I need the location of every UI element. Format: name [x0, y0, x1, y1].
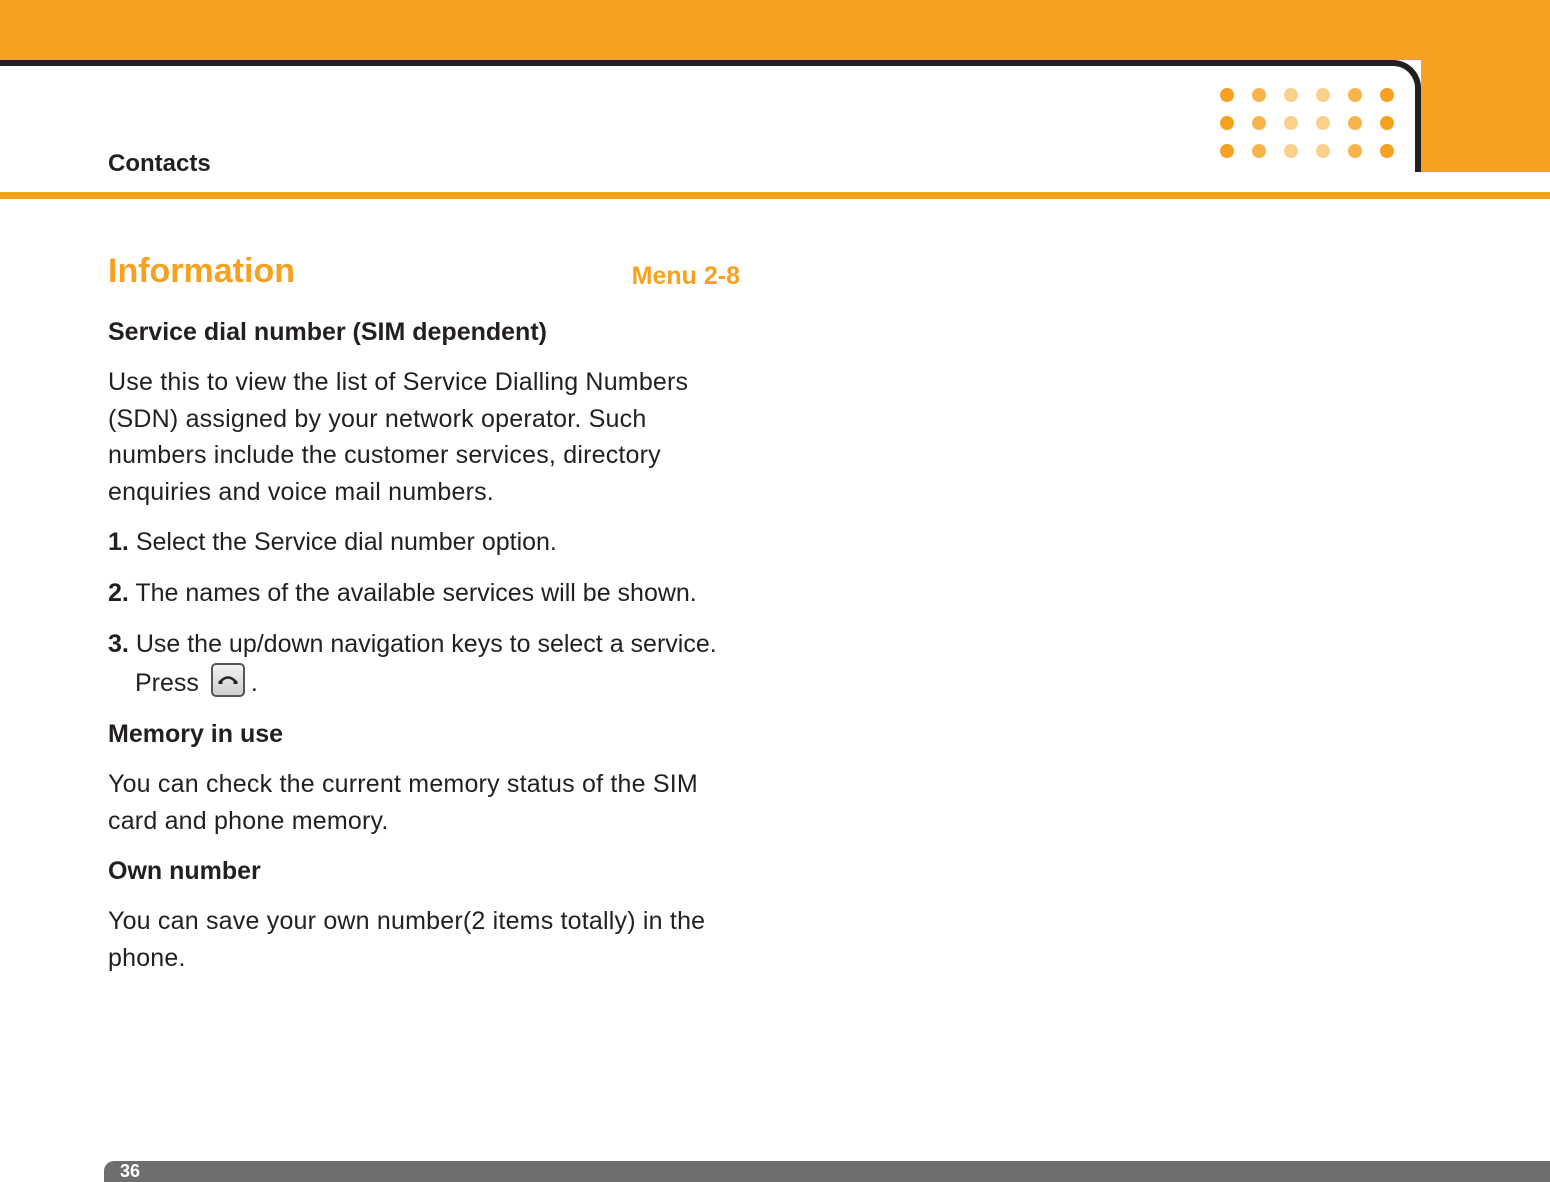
step-number: 1. [108, 528, 129, 556]
decorative-dot [1252, 88, 1266, 102]
menu-reference: Menu 2-8 [631, 262, 740, 290]
decorative-dot-grid [1220, 88, 1395, 158]
step-number: 2. [108, 579, 129, 607]
step-item [108, 626, 748, 702]
own-number-heading: Own number [108, 857, 261, 885]
decorative-dot [1220, 88, 1234, 102]
decorative-dot [1348, 116, 1362, 130]
step-text: Use the up/down navigation keys to select a service. Press [135, 630, 717, 697]
header-top-band [0, 0, 1550, 60]
decorative-dot [1380, 144, 1394, 158]
header-panel [0, 60, 1421, 172]
decorative-dot [1252, 116, 1266, 130]
decorative-dot [1220, 116, 1234, 130]
step-item [108, 524, 748, 561]
footer-bar [104, 1161, 1550, 1182]
step-text: The names of the available services will be shown. [135, 579, 697, 607]
decorative-dot [1316, 116, 1330, 130]
decorative-dot [1380, 88, 1394, 102]
page-number: 36 [120, 1161, 141, 1181]
decorative-dot [1316, 88, 1330, 102]
title-row [108, 252, 748, 300]
memory-heading: Memory in use [108, 720, 284, 748]
decorative-dot [1316, 144, 1330, 158]
step-text: Select the Service dial number option. [135, 528, 557, 556]
step-item [108, 575, 748, 612]
step-number: 3. [108, 630, 129, 658]
page-content [108, 252, 748, 976]
memory-body: You can check the current memory status of the SIM card and phone memory. [108, 770, 698, 835]
service-dial-heading: Service dial number (SIM dependent) [108, 318, 547, 346]
decorative-dot [1220, 144, 1234, 158]
header-rule [0, 192, 1550, 199]
decorative-dot [1252, 144, 1266, 158]
page-title: Information [108, 252, 295, 290]
decorative-dot [1284, 88, 1298, 102]
decorative-dot [1380, 116, 1394, 130]
decorative-dot [1348, 88, 1362, 102]
header-corner-fill [1421, 60, 1550, 172]
step-suffix: . [250, 669, 258, 697]
section-label: Contacts [108, 150, 211, 177]
own-number-body: You can save your own number(2 items totally) in the phone. [108, 907, 706, 972]
end-call-key-icon [211, 663, 245, 697]
service-dial-body: Use this to view the list of Service Dialling Numbers (SDN) assigned by your network operator. Such numbers include the customer services, directory enquiries and voice mail numbers. [108, 368, 689, 506]
decorative-dot [1284, 144, 1298, 158]
decorative-dot [1284, 116, 1298, 130]
decorative-dot [1348, 144, 1362, 158]
